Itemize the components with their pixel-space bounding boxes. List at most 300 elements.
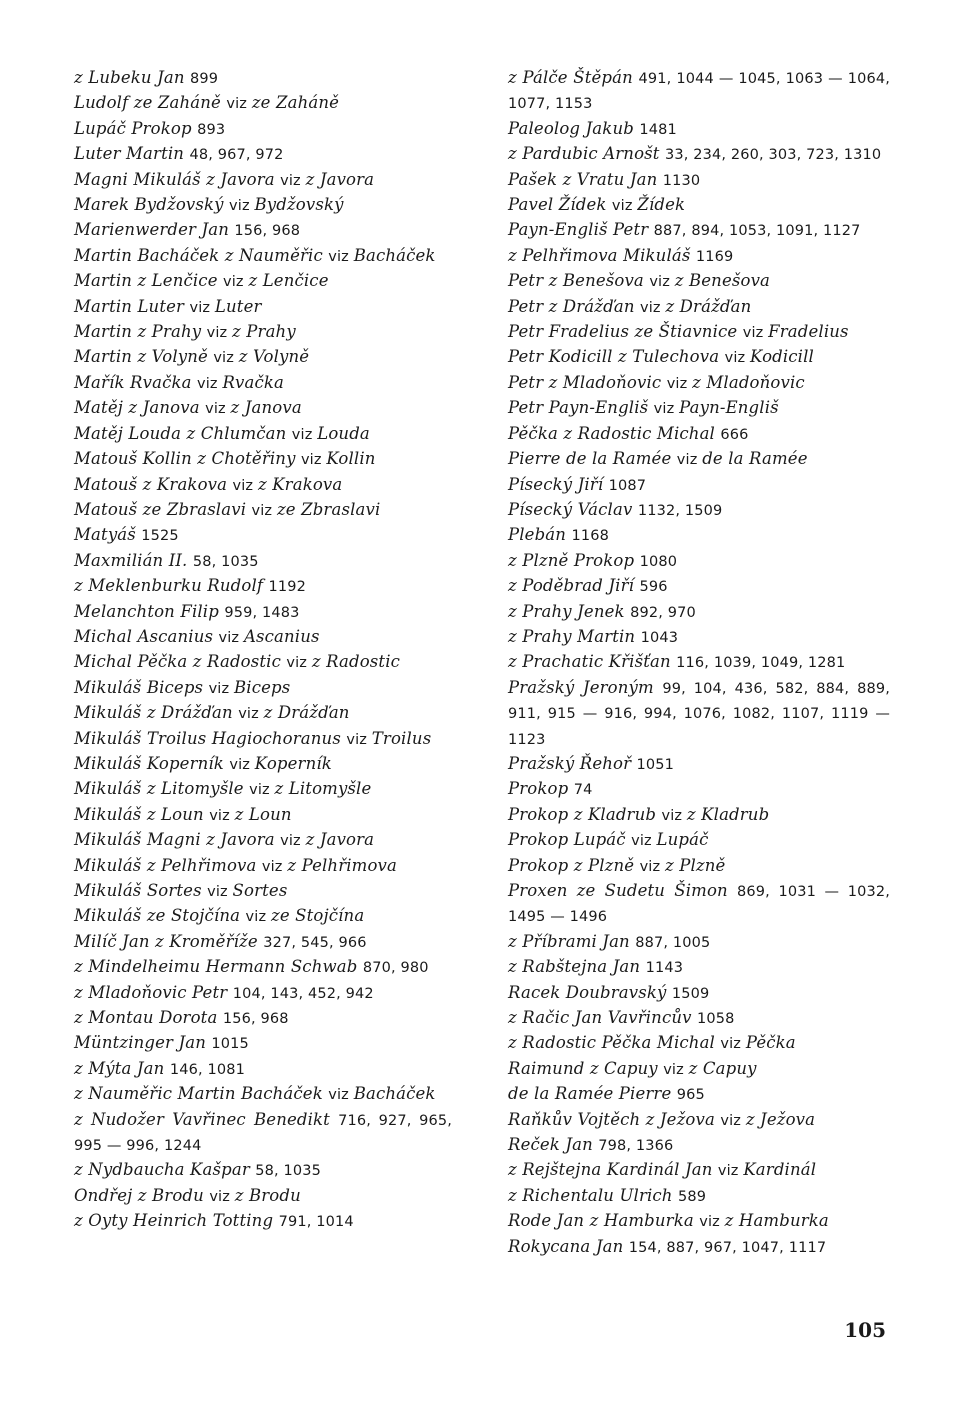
- entry-heading: Lupáč Prokop: [74, 118, 198, 138]
- entry-heading: z Montau Dorota: [74, 1008, 223, 1028]
- index-entry: [74, 676, 452, 701]
- index-entry: [508, 600, 890, 625]
- entry-reference: 959, 1483: [224, 604, 300, 621]
- index-entry: [74, 879, 452, 904]
- entry-see-target: Biceps: [234, 677, 291, 697]
- index-entry: [74, 625, 452, 650]
- entry-heading: z Richentalu Ulrich: [508, 1185, 678, 1205]
- entry-reference: viz: [245, 909, 271, 926]
- entry-reference: viz: [208, 680, 234, 697]
- entry-heading: Mikuláš Biceps: [74, 677, 209, 697]
- entry-see-target: z Mladoňovic: [692, 372, 805, 392]
- entry-heading: Marek Bydžovský: [74, 195, 230, 215]
- index-entry: [74, 1006, 452, 1031]
- entry-reference: 327, 545, 966: [263, 934, 367, 951]
- entry-see-target: z Loun: [234, 804, 292, 824]
- entry-heading: Petr Kodicill z Tulechova: [508, 347, 725, 367]
- entry-heading: Reček Jan: [508, 1135, 599, 1155]
- entry-heading: Pašek z Vratu Jan: [508, 169, 663, 189]
- index-entry: [74, 473, 452, 498]
- entry-heading: Martin z Volyně: [74, 347, 214, 367]
- index-entry: [74, 981, 452, 1006]
- entry-reference: viz: [699, 1214, 725, 1231]
- entry-reference: viz: [300, 452, 327, 469]
- entry-heading: Mikuláš z Pelhřimova: [74, 855, 262, 875]
- entry-see-target: z Janova: [230, 398, 302, 418]
- index-entry: [74, 727, 452, 752]
- index-entry: [508, 473, 890, 498]
- index-entry: [508, 498, 890, 523]
- index-entry: [508, 549, 890, 574]
- entry-reference: viz: [226, 96, 252, 113]
- index-entry: [74, 955, 452, 980]
- entry-reference: viz: [291, 426, 318, 443]
- entry-heading: z Mýta Jan: [74, 1058, 170, 1078]
- entry-heading: Petr z Mladoňovic: [508, 372, 667, 392]
- entry-heading: Paleolog Jakub: [508, 118, 640, 138]
- index-entry: [508, 193, 890, 218]
- index-entry: [508, 1209, 890, 1234]
- entry-heading: Prokop: [508, 779, 574, 799]
- entry-heading: Mikuláš z Litomyšle: [74, 779, 250, 799]
- entry-heading: z Oyty Heinrich Totting: [74, 1211, 279, 1231]
- index-entry: [74, 803, 452, 828]
- entry-heading: z Prahy Martin: [508, 626, 641, 646]
- entry-reference: viz: [206, 325, 233, 342]
- index-entry: [508, 574, 890, 599]
- entry-reference: viz: [223, 274, 249, 291]
- entry-reference: viz: [724, 350, 751, 367]
- index-entry: [74, 904, 452, 929]
- entry-reference: 666: [720, 426, 749, 443]
- entry-heading: z Pardubic Arnošt: [508, 144, 665, 164]
- entry-see-target: z Drážďan: [263, 703, 350, 723]
- entry-see-target: z Kladrub: [686, 804, 770, 824]
- entry-reference: viz: [328, 248, 354, 265]
- entry-see-target: z Prahy: [232, 322, 296, 342]
- entry-reference: 892, 970: [630, 604, 696, 621]
- entry-see-target: z Volyně: [238, 347, 310, 367]
- entry-see-target: ze Stojčína: [270, 906, 365, 926]
- entry-heading: z Mladoňovic Petr: [74, 982, 233, 1002]
- entry-see-target: de la Ramée: [702, 449, 808, 469]
- entry-reference: 1168: [571, 528, 609, 545]
- entry-reference: 589: [677, 1188, 707, 1205]
- entry-heading: Martin Bacháček z Nauměřic: [74, 245, 329, 265]
- entry-heading: Raňkův Vojtěch z Ježova: [508, 1109, 721, 1129]
- entry-heading: Matěj z Janova: [74, 398, 206, 418]
- entry-see-target: z Plzně: [665, 855, 726, 875]
- entry-reference: 58, 1035: [192, 553, 259, 570]
- entry-see-target: Koperník: [254, 753, 332, 773]
- index-entry: [508, 676, 890, 752]
- entry-heading: Petr Fradelius ze Štiavnice: [508, 322, 743, 342]
- index-entry: [74, 345, 452, 370]
- entry-heading: Proxen ze Sudetu Šimon: [508, 881, 738, 900]
- entry-reference: 1058: [697, 1011, 735, 1028]
- entry-heading: z Poděbrad Jiří: [508, 576, 640, 596]
- entry-heading: z Nudožer Vavřinec Benedikt: [74, 1109, 339, 1129]
- entry-reference: 48, 967, 972: [189, 147, 284, 164]
- entry-reference: viz: [197, 375, 223, 392]
- entry-see-target: ze Zaháně: [251, 93, 340, 113]
- entry-reference: viz: [280, 172, 306, 189]
- entry-reference: 58, 1035: [255, 1163, 322, 1180]
- entry-see-target: Kardinál: [743, 1160, 817, 1180]
- entry-reference: 116, 1039, 1049, 1281: [676, 655, 846, 672]
- entry-reference: 1481: [639, 121, 677, 138]
- entry-reference: viz: [218, 629, 244, 646]
- index-entry: [74, 117, 452, 142]
- entry-reference: viz: [213, 350, 239, 367]
- entry-reference: viz: [229, 198, 255, 215]
- index-entry: [508, 1133, 890, 1158]
- entry-heading: de la Ramée Pierre: [508, 1084, 677, 1104]
- entry-heading: z Pálče Štěpán: [508, 68, 639, 87]
- entry-reference: viz: [209, 1188, 235, 1205]
- index-entry: [74, 930, 452, 955]
- index-entry: [508, 625, 890, 650]
- index-entry: [508, 752, 890, 777]
- entry-heading: Racek Doubravský: [508, 982, 672, 1002]
- index-entry: [74, 244, 452, 269]
- index-entry: [74, 447, 452, 472]
- entry-heading: z Plzně Prokop: [508, 550, 640, 570]
- entry-reference: viz: [189, 299, 215, 316]
- entry-reference: 1143: [645, 960, 684, 977]
- entry-see-target: Bydžovský: [254, 195, 344, 215]
- entry-heading: Mikuláš Koperník: [74, 753, 230, 773]
- index-entry: [508, 1184, 890, 1209]
- entry-see-target: z Benešova: [674, 271, 771, 291]
- index-entry: [508, 1006, 890, 1031]
- index-entry: [508, 523, 890, 548]
- index-entry: [74, 269, 452, 294]
- entry-heading: z Pelhřimova Mikuláš: [508, 245, 696, 265]
- entry-reference: 965: [676, 1087, 705, 1104]
- index-entry: [508, 422, 890, 447]
- entry-reference: 491, 1044 — 1045, 1063 — 1064, 1077, 1153: [508, 71, 890, 113]
- entry-see-target: Žídek: [637, 195, 686, 215]
- index-entry: [508, 269, 890, 294]
- entry-reference: 893: [197, 121, 226, 138]
- entry-see-target: ze Zbraslavi: [276, 499, 381, 519]
- entry-see-target: Kollin: [326, 449, 376, 469]
- entry-heading: z Příbrami Jan: [508, 931, 636, 951]
- entry-reference: 1169: [695, 248, 734, 265]
- entry-heading: Mikuláš ze Stojčína: [74, 906, 246, 926]
- index-entry: [508, 1082, 890, 1107]
- entry-heading: Pavel Žídek: [508, 195, 612, 215]
- index-entry: [508, 777, 890, 802]
- entry-see-target: z Litomyšle: [274, 779, 372, 799]
- index-entry: [74, 168, 452, 193]
- index-entry: [508, 981, 890, 1006]
- entry-heading: Písecký Václav: [508, 499, 638, 519]
- entry-see-target: Sortes: [232, 881, 288, 900]
- entry-reference: 887, 894, 1053, 1091, 1127: [653, 223, 861, 240]
- entry-reference: 154, 887, 967, 1047, 1117: [628, 1239, 827, 1256]
- index-entry: [508, 828, 890, 853]
- entry-heading: z Lubeku Jan: [74, 68, 190, 87]
- entry-heading: Matouš z Krakova: [74, 474, 233, 494]
- entry-heading: Písecký Jiří: [508, 474, 609, 494]
- index-entry: [74, 1209, 452, 1234]
- entry-reference: 870, 980: [362, 960, 429, 977]
- index-entry: [74, 218, 452, 243]
- entry-heading: Luter Martin: [74, 144, 190, 164]
- index-entry: [508, 218, 890, 243]
- entry-see-target: Payn-Engliš: [679, 398, 779, 418]
- entry-see-target: Bacháček: [353, 245, 436, 265]
- entry-see-target: z Lenčice: [248, 271, 329, 291]
- entry-reference: 1080: [639, 553, 678, 570]
- entry-see-target: Fradelius: [768, 322, 849, 342]
- page-number: 105: [844, 1318, 886, 1342]
- entry-see-target: Luter: [214, 296, 262, 316]
- index-entry: [508, 66, 890, 117]
- entry-reference: 596: [639, 579, 668, 596]
- index-entry: [74, 1082, 452, 1107]
- entry-see-target: z Capuy: [688, 1058, 757, 1078]
- index-entry: [508, 879, 890, 930]
- entry-reference: viz: [676, 452, 703, 469]
- index-entry: [74, 1057, 452, 1082]
- entry-see-target: Troilus: [371, 728, 432, 748]
- entry-heading: Mařík Rvačka: [74, 372, 197, 392]
- index-entry: [508, 295, 890, 320]
- entry-see-target: z Radostic: [311, 652, 401, 672]
- entry-reference: viz: [653, 401, 680, 418]
- index-entry: [74, 752, 452, 777]
- entry-heading: z Prachatic Křišťan: [508, 652, 677, 672]
- entry-heading: Matouš ze Zbraslavi: [74, 499, 252, 519]
- index-entry: [508, 1031, 890, 1056]
- entry-reference: 1043: [640, 629, 679, 646]
- entry-heading: Payn-Engliš Petr: [508, 220, 654, 240]
- entry-heading: Milíč Jan z Kroměříže: [74, 931, 264, 951]
- entry-see-target: z Pelhřimova: [287, 855, 397, 875]
- entry-see-target: z Javora: [305, 830, 375, 850]
- entry-heading: Pražský Řehoř: [508, 753, 637, 773]
- entry-see-target: z Javora: [305, 169, 375, 189]
- index-entry: [508, 320, 890, 345]
- index-entry: [74, 701, 452, 726]
- entry-see-target: Lupáč: [656, 830, 709, 850]
- entry-reference: 1525: [141, 528, 179, 545]
- index-entry: [74, 1031, 452, 1056]
- index-entry: [508, 117, 890, 142]
- index-entry: [74, 828, 452, 853]
- entry-reference: 156, 968: [234, 223, 301, 240]
- entry-reference: viz: [611, 198, 638, 215]
- entry-reference: 869, 1031 — 1032, 1495 — 1496: [508, 884, 890, 926]
- entry-see-target: z Drážďan: [665, 296, 752, 316]
- index-column-right: [508, 66, 890, 1260]
- index-entry: [508, 930, 890, 955]
- entry-reference: viz: [280, 833, 306, 850]
- entry-reference: viz: [346, 731, 372, 748]
- entry-heading: Martin z Lenčice: [74, 271, 224, 291]
- entry-see-target: Bacháček: [353, 1084, 436, 1104]
- entry-reference: 1130: [662, 172, 701, 189]
- index-entry: [74, 320, 452, 345]
- index-entry: [508, 854, 890, 879]
- index-entry: [508, 447, 890, 472]
- index-entry: [74, 777, 452, 802]
- index-entry: [508, 650, 890, 675]
- entry-reference: 99, 104, 436, 582, 884, 889, 911, 915 — 916, 994, 1076, 1082, 1107, 1119 — 1123: [508, 680, 890, 748]
- index-entry: [74, 523, 452, 548]
- index-entry: [508, 345, 890, 370]
- entry-reference: viz: [639, 858, 665, 875]
- entry-reference: 1192: [268, 579, 307, 596]
- entry-reference: 1087: [608, 477, 647, 494]
- entry-reference: viz: [720, 1036, 746, 1053]
- index-entry: [74, 650, 452, 675]
- entry-see-target: Louda: [317, 423, 370, 443]
- entry-reference: 146, 1081: [169, 1061, 245, 1078]
- entry-see-target: Pěčka: [745, 1033, 796, 1053]
- entry-heading: z Račic Jan Vavřincův: [508, 1008, 697, 1028]
- entry-reference: 74: [573, 782, 593, 799]
- entry-reference: 1015: [211, 1036, 249, 1053]
- index-entry: [508, 1108, 890, 1133]
- index-entry: [74, 422, 452, 447]
- entry-heading: Matouš Kollin z Chotěřiny: [74, 449, 301, 469]
- entry-heading: Martin z Prahy: [74, 322, 207, 342]
- entry-reference: viz: [251, 502, 277, 519]
- index-entry: [508, 803, 890, 828]
- entry-reference: 1132, 1509: [637, 502, 723, 519]
- entry-heading: Petr Payn-Engliš: [508, 398, 654, 418]
- index-entry: [508, 168, 890, 193]
- index-entry: [74, 600, 452, 625]
- entry-heading: Ludolf ze Zaháně: [74, 93, 227, 113]
- index-entry: [508, 244, 890, 269]
- entry-reference: viz: [261, 858, 288, 875]
- entry-reference: 33, 234, 260, 303, 723, 1310: [664, 147, 882, 164]
- index-entry: [74, 1184, 452, 1209]
- entry-heading: Raimund z Capuy: [508, 1058, 664, 1078]
- index-entry: [508, 396, 890, 421]
- index-entry: [74, 498, 452, 523]
- index-entry: [74, 193, 452, 218]
- entry-see-target: z Brodu: [234, 1185, 301, 1205]
- entry-heading: Michal Pěčka z Radostic: [74, 652, 287, 672]
- entry-see-target: z Hamburka: [724, 1211, 829, 1231]
- entry-reference: 104, 143, 452, 942: [232, 985, 374, 1002]
- entry-heading: Mikuláš z Loun: [74, 804, 210, 824]
- entry-see-target: Kodicill: [750, 347, 814, 367]
- entry-reference: viz: [661, 807, 687, 824]
- entry-heading: Martin Luter: [74, 296, 190, 316]
- entry-reference: 716, 927, 965, 995 — 996, 1244: [74, 1112, 452, 1155]
- entry-reference: 899: [190, 71, 219, 87]
- entry-heading: Prokop z Kladrub: [508, 804, 662, 824]
- index-entry: [74, 549, 452, 574]
- entry-heading: z Prahy Jenek: [508, 601, 631, 621]
- entry-heading: z Nydbaucha Kašpar: [74, 1160, 256, 1180]
- entry-heading: Petr z Drážďan: [508, 296, 640, 316]
- entry-reference: 156, 968: [222, 1011, 289, 1028]
- index-entry: [74, 91, 452, 116]
- entry-heading: Marienwerder Jan: [74, 220, 235, 240]
- entry-heading: Pěčka z Radostic Michal: [508, 423, 721, 443]
- entry-reference: viz: [742, 325, 769, 342]
- entry-heading: Prokop Lupáč: [508, 830, 632, 850]
- entry-heading: Pražský Jeroným: [508, 677, 663, 697]
- entry-reference: viz: [720, 1112, 746, 1129]
- entry-see-target: z Ježova: [745, 1109, 816, 1129]
- entry-heading: z Radostic Pěčka Michal: [508, 1033, 721, 1053]
- entry-heading: Matyáš: [74, 525, 142, 545]
- entry-reference: viz: [328, 1087, 354, 1104]
- index-entry: [74, 66, 452, 91]
- index-entry: [74, 1108, 452, 1159]
- entry-heading: Matěj Louda z Chlumčan: [74, 423, 292, 443]
- index-column-left: [74, 66, 452, 1235]
- entry-see-target: Ascanius: [243, 626, 320, 646]
- index-entry: [508, 142, 890, 167]
- entry-reference: viz: [631, 833, 657, 850]
- index-entry: [508, 371, 890, 396]
- entry-heading: z Mindelheimu Hermann Schwab: [74, 957, 363, 977]
- entry-reference: viz: [640, 299, 666, 316]
- entry-heading: Mikuláš z Drážďan: [74, 703, 239, 723]
- entry-heading: Michal Ascanius: [74, 626, 219, 646]
- index-entry: [74, 854, 452, 879]
- entry-heading: Mikuláš Sortes: [74, 881, 208, 900]
- entry-heading: Pierre de la Ramée: [508, 449, 677, 469]
- entry-reference: viz: [717, 1163, 744, 1180]
- index-entry: [74, 371, 452, 396]
- entry-reference: viz: [238, 706, 264, 723]
- entry-heading: Rokycana Jan: [508, 1236, 629, 1256]
- index-entry: [74, 396, 452, 421]
- entry-reference: 1509: [671, 985, 710, 1002]
- index-entry: [508, 1158, 890, 1183]
- index-entry: [74, 142, 452, 167]
- index-entry: [74, 295, 452, 320]
- entry-reference: 1051: [636, 756, 675, 773]
- entry-reference: 887, 1005: [635, 934, 711, 951]
- entry-reference: viz: [232, 477, 258, 494]
- entry-heading: Mikuláš Magni z Javora: [74, 830, 281, 850]
- entry-reference: viz: [229, 756, 255, 773]
- entry-heading: Petr z Benešova: [508, 271, 650, 291]
- entry-heading: Rode Jan z Hamburka: [508, 1211, 700, 1231]
- entry-heading: Ondřej z Brodu: [74, 1185, 210, 1205]
- entry-heading: z Nauměřic Martin Bacháček: [74, 1084, 329, 1104]
- index-entry: [74, 574, 452, 599]
- entry-heading: Plebán: [508, 525, 572, 545]
- entry-reference: viz: [207, 884, 233, 900]
- index-entry: [508, 1057, 890, 1082]
- entry-heading: Prokop z Plzně: [508, 855, 640, 875]
- entry-reference: 791, 1014: [278, 1214, 354, 1231]
- entry-heading: z Rejštejna Kardinál Jan: [508, 1160, 718, 1180]
- entry-reference: viz: [205, 401, 231, 418]
- entry-reference: viz: [663, 1061, 689, 1078]
- entry-reference: viz: [649, 274, 675, 291]
- entry-reference: viz: [209, 807, 235, 824]
- entry-reference: viz: [286, 655, 312, 672]
- entry-heading: Magni Mikuláš z Javora: [74, 169, 281, 189]
- entry-see-target: z Krakova: [257, 474, 343, 494]
- entry-heading: Müntzinger Jan: [74, 1033, 212, 1053]
- index-entry: [74, 1158, 452, 1183]
